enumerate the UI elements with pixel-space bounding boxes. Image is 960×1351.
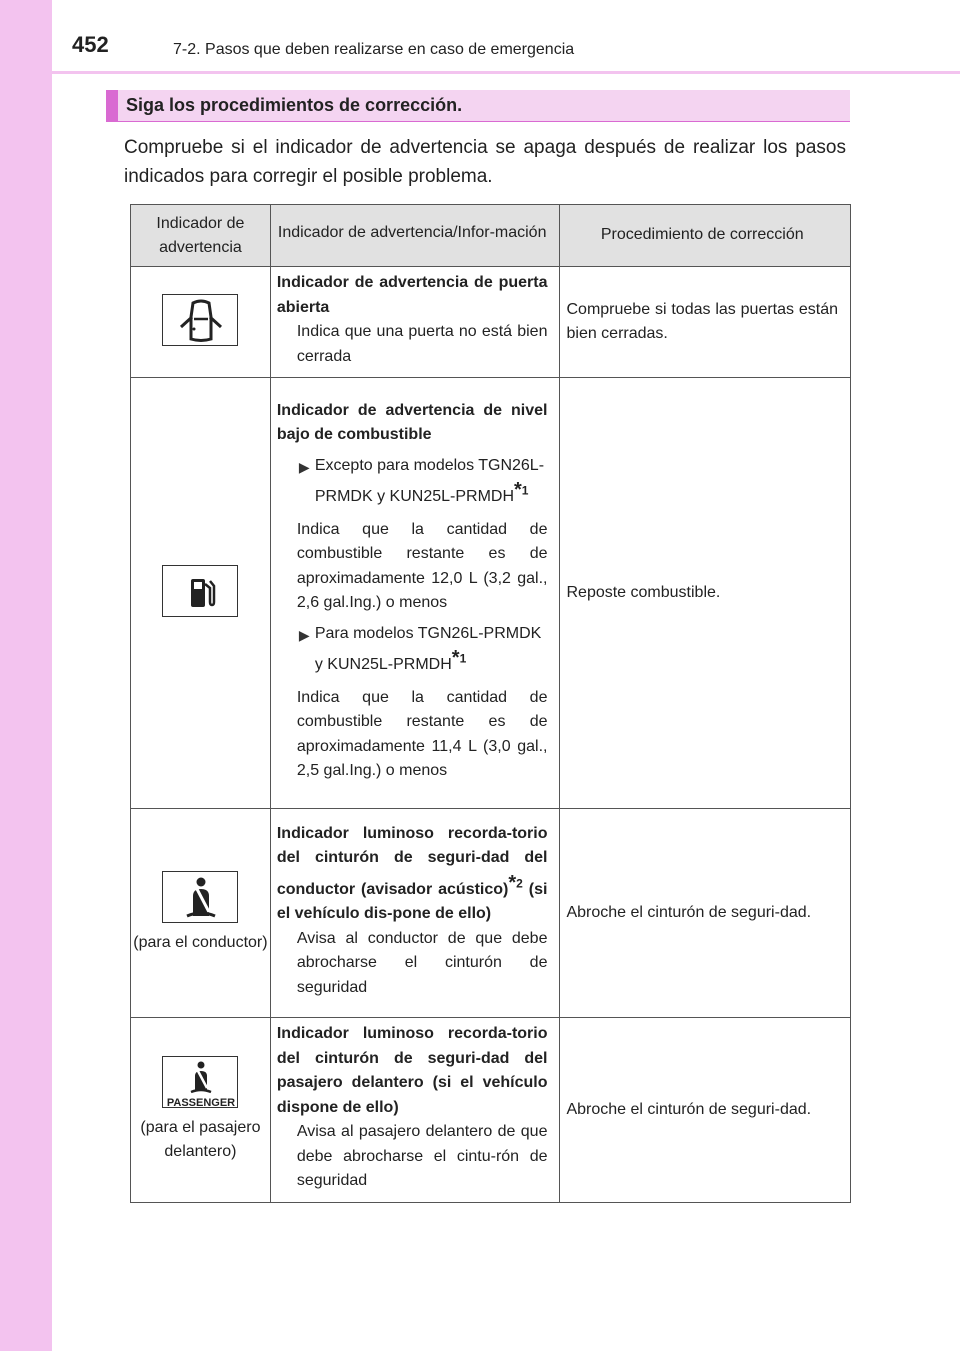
header-procedure: Procedimiento de corrección bbox=[560, 205, 851, 267]
footnote-number: 2 bbox=[516, 876, 523, 891]
information-cell bbox=[270, 267, 560, 378]
indicator-title-condition: (si el vehículo dis-pone de ello) bbox=[276, 880, 548, 923]
table-row bbox=[131, 267, 851, 378]
indicator-description: Avisa al conductor de que debe abrocharse el cinturón de seguridad bbox=[296, 929, 548, 996]
indicator-description: Indica que la cantidad de combustible restante es de aproximadamente 12,0 L (3,2 gal., 2,6 gal.Ing.) o menos bbox=[296, 520, 548, 611]
footnote-number: 1 bbox=[459, 651, 467, 666]
warning-table bbox=[130, 204, 851, 1203]
header-divider bbox=[52, 71, 960, 74]
indicator-description: Indica que la cantidad de combustible restante es de aproximadamente 11,4 L (3,0 gal., 2,5 gal.Ing.) o menos bbox=[296, 688, 548, 779]
footnote-asterisk-icon: * bbox=[508, 871, 517, 894]
indicator-cell bbox=[131, 267, 271, 378]
procedure-cell: Abroche el cinturón de seguri-dad. bbox=[560, 809, 851, 1018]
indicator-description: Avisa al pasajero delantero de que debe abrocharse el cintu-rón de seguridad bbox=[296, 1123, 548, 1189]
footnote-asterisk-icon: * bbox=[514, 479, 522, 501]
procedure-heading-box bbox=[106, 90, 850, 122]
triangle-bullet-icon: ▶ bbox=[298, 626, 310, 643]
seatbelt-icon bbox=[162, 871, 238, 923]
table-row bbox=[131, 809, 851, 1018]
header-indicator: Indicador de advertencia bbox=[131, 205, 271, 267]
indicator-title bbox=[277, 822, 548, 927]
passenger-seatbelt-icon bbox=[162, 1056, 238, 1108]
procedure-cell: Reposte combustible. bbox=[560, 378, 851, 809]
section-title: 7-2. Pasos que deben realizarse en caso de emergencia bbox=[173, 41, 575, 58]
indicator-cell bbox=[131, 809, 271, 1018]
intro-paragraph: Compruebe si el indicador de advertencia se apaga después de realizar los pasos indicados para corregir el posible problema. bbox=[124, 137, 846, 187]
information-cell bbox=[270, 378, 560, 809]
indicator-caption: (para el pasajero delantero) bbox=[140, 1118, 261, 1160]
indicator-cell bbox=[131, 378, 271, 809]
header-information: Indicador de advertencia/Infor-mación bbox=[270, 205, 560, 267]
passenger-label: PASSENGER bbox=[167, 1096, 236, 1109]
indicator-title-main: Indicador luminoso recorda-torio del cinturón de seguri-dad del conductor (avisador acústico) bbox=[276, 824, 548, 898]
information-cell bbox=[270, 809, 560, 1018]
information-cell bbox=[270, 1018, 560, 1203]
indicator-title: Indicador de advertencia de puerta abierta bbox=[276, 274, 548, 316]
procedure-cell: Abroche el cinturón de seguri-dad. bbox=[560, 1018, 851, 1203]
procedure-heading: Siga los procedimientos de corrección. bbox=[126, 95, 463, 115]
footnote-asterisk-icon: * bbox=[451, 647, 460, 669]
indicator-description: Indica que una puerta no está bien cerrada bbox=[296, 323, 548, 365]
indicator-caption: (para el conductor) bbox=[133, 934, 268, 951]
indicator-title: Indicador luminoso recorda-torio del cinturón de seguri-dad del pasajero delantero (si el vehículo dispone de ello) bbox=[276, 1025, 548, 1116]
fuel-pump-icon bbox=[162, 565, 238, 617]
model-condition bbox=[277, 622, 548, 678]
model-condition-text: Excepto para modelos TGN26L-PRMDK y KUN25L-PRMDH bbox=[314, 456, 545, 505]
table-header-row bbox=[131, 205, 851, 267]
model-condition bbox=[277, 454, 548, 510]
table-row bbox=[131, 378, 851, 809]
door-open-icon bbox=[162, 294, 238, 346]
triangle-bullet-icon: ▶ bbox=[298, 458, 310, 475]
footnote-number: 1 bbox=[521, 483, 529, 498]
indicator-cell bbox=[131, 1018, 271, 1203]
table-row bbox=[131, 1018, 851, 1203]
chapter-sidebar-band bbox=[0, 0, 52, 1351]
indicator-title: Indicador de advertencia de nivel bajo de combustible bbox=[276, 401, 548, 443]
procedure-cell: Compruebe si todas las puertas están bien cerradas. bbox=[560, 267, 851, 378]
model-condition-text: Para modelos TGN26L-PRMDK y KUN25L-PRMDH bbox=[314, 624, 542, 673]
page-number: 452 bbox=[72, 32, 109, 57]
